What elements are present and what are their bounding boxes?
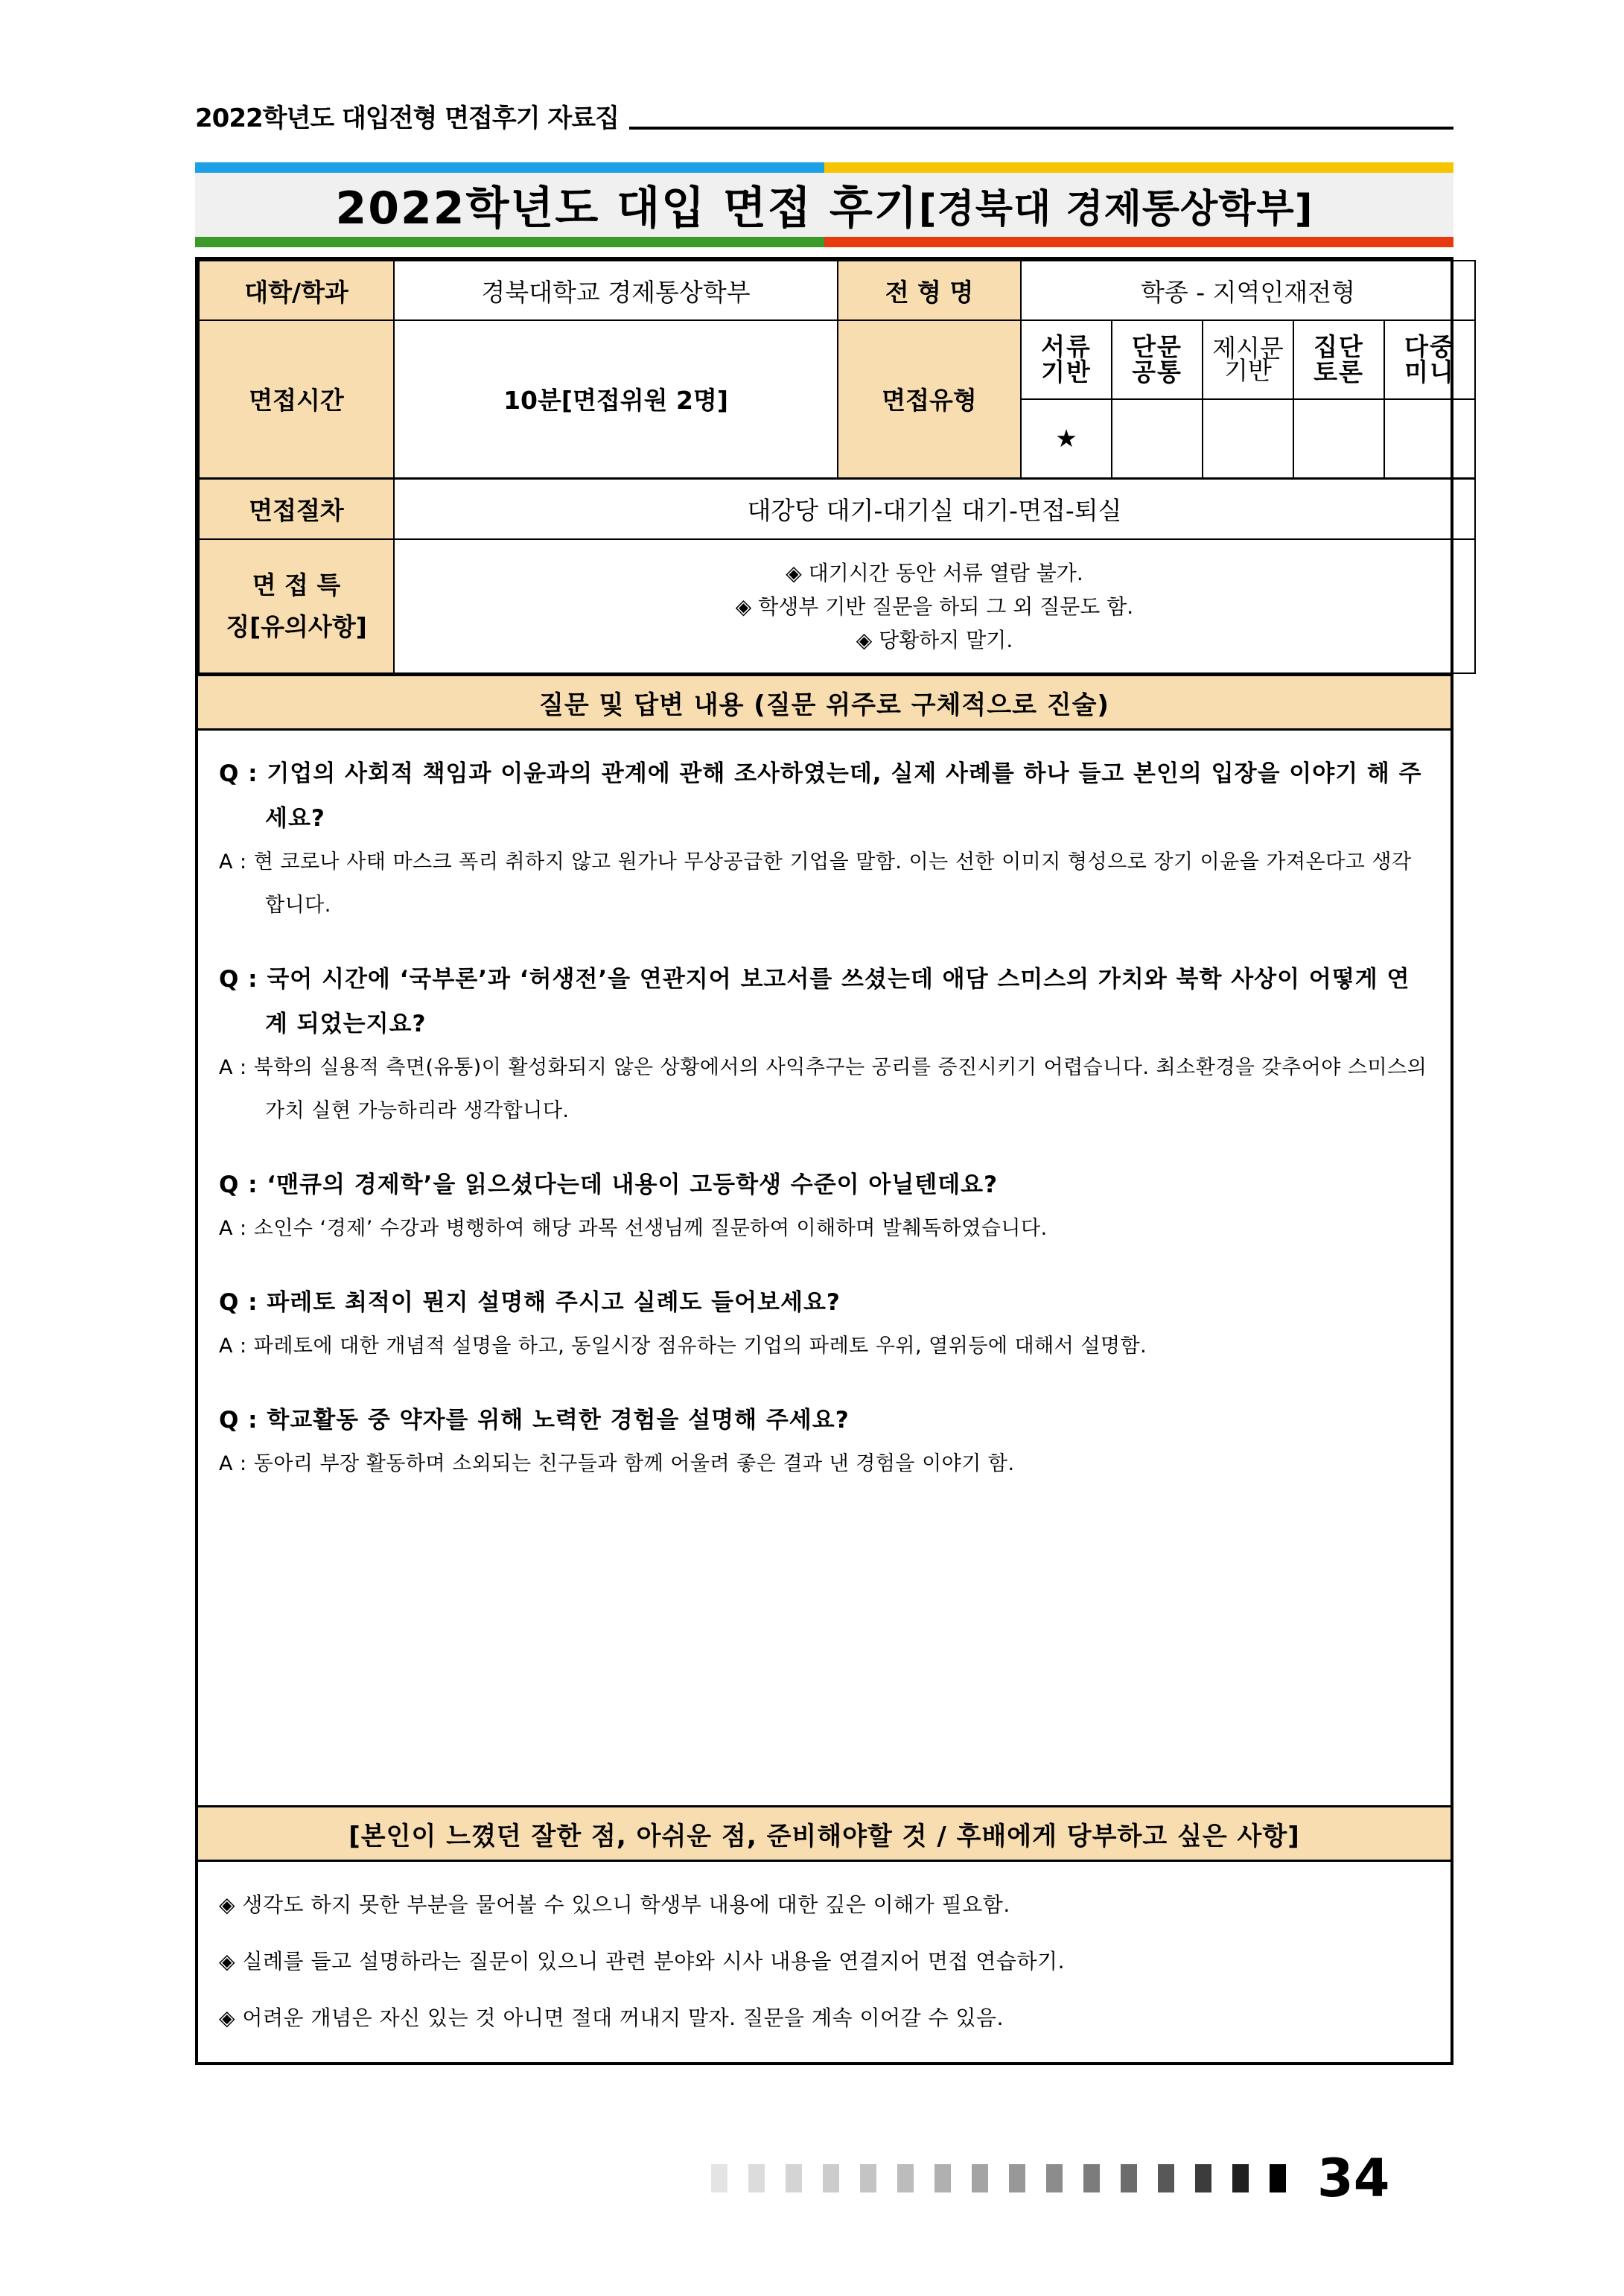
answer-2: A : 북학의 실용적 측면(유통)이 활성화되지 않은 상황에서의 사익추구는 공리를 증진시키기 어렵습니다. 최소환경을 갖추어야 스미스의 가치 실현 가능하리라 생각합니다. <box>219 1056 1427 1122</box>
time-label: 면접시간 <box>199 320 394 478</box>
title-band-top-stripe <box>195 162 1453 173</box>
type-short-common: 단문 공통 <box>1112 320 1203 399</box>
title-band <box>195 162 1453 247</box>
question-4: Q : 파레토 최적이 뭔지 설명해 주시고 실례도 들어보세요? <box>219 1289 841 1316</box>
features-list <box>394 539 1475 673</box>
footer-bar-square <box>934 2164 951 2192</box>
title-band-bottom-stripe <box>195 237 1453 247</box>
question-5: Q : 학교활동 중 약자를 위해 노력한 경험을 설명해 주세요? <box>219 1407 850 1434</box>
tip-item: ◈ 실례를 들고 설명하라는 질문이 있으니 관련 분야와 시사 내용을 연결지어 면접 연습하기. <box>219 1949 1065 1974</box>
tips-list <box>198 1862 1451 2047</box>
univ-label: 대학/학과 <box>199 261 394 320</box>
page-subtitle: [경북대 경제통상학부] <box>918 186 1313 232</box>
running-header <box>195 97 1453 134</box>
footer-bar-square <box>786 2164 802 2192</box>
type-document-based: 서류 기반 <box>1021 320 1112 399</box>
qa-list <box>198 731 1451 1805</box>
title-box <box>195 173 1453 237</box>
answer-4: A : 파레토에 대한 개념적 설명을 하고, 동일시장 점유하는 기업의 파레토 우위, 열위등에 대해서 설명함. <box>219 1335 1147 1358</box>
footer-bar-square <box>823 2164 839 2192</box>
features-label: 면 접 특 징[유의사항] <box>199 539 394 673</box>
footer-bar-square <box>711 2164 727 2192</box>
qa-section-title: 질문 및 답변 내용 (질문 위주로 구체적으로 진술) <box>198 674 1451 731</box>
type-mark-multi-mini <box>1384 399 1475 478</box>
feature-item: ◈ 당황하지 말기. <box>856 627 1013 652</box>
tip-item: ◈ 어려운 개념은 자신 있는 것 아니면 절대 꺼내지 말자. 질문을 계속 이어갈 수 있음. <box>219 2006 1004 2030</box>
procedure-label: 면접절차 <box>199 478 394 539</box>
feature-item: ◈ 학생부 기반 질문을 하되 그 외 질문도 함. <box>735 594 1134 619</box>
page-number: 34 <box>1317 2148 1390 2209</box>
footer-bar-square <box>1232 2164 1249 2192</box>
type-multi-mini: 다중 미니 <box>1384 320 1475 399</box>
type-group-discussion: 집단 토론 <box>1293 320 1384 399</box>
type-mark-group-discussion <box>1293 399 1384 478</box>
page-title: 2022학년도 대입 면접 후기 <box>335 182 919 235</box>
tip-item: ◈ 생각도 하지 못한 부분을 물어볼 수 있으니 학생부 내용에 대한 깊은 이해가 필요함. <box>219 1892 1010 1917</box>
footer-bar-square <box>1195 2164 1211 2192</box>
page-footer <box>711 2145 1389 2212</box>
answer-5: A : 동아리 부장 활동하며 소외되는 친구들과 함께 어울려 좋은 결과 낸 경험을 이야기 함. <box>219 1452 1015 1475</box>
answer-1: A : 현 코로나 사태 마스크 폭리 취하지 않고 원가나 무상공급한 기업을 말함. 이는 선한 이미지 형성으로 장기 이윤을 가져온다고 생각합니다. <box>219 850 1412 917</box>
info-table <box>198 260 1476 674</box>
question-2: Q : 국어 시간에 ‘국부론’과 ‘허생전’을 연관지어 보고서를 쓰셨는데 애담 스미스의 가치와 북학 사상이 어떻게 연계 되었는지요? <box>219 966 1410 1037</box>
footer-bar-square <box>1083 2164 1100 2192</box>
type-passage-based: 제시문 기반 <box>1203 320 1293 399</box>
footer-bar-square <box>1158 2164 1174 2192</box>
type-mark-short-common <box>1112 399 1203 478</box>
time-value: 10분[면접위원 2명] <box>394 320 838 478</box>
question-1: Q : 기업의 사회적 책임과 이윤과의 관계에 관해 조사하였는데, 실제 사례를 하나 들고 본인의 입장을 이야기 해 주세요? <box>219 760 1422 832</box>
footer-bar-square <box>1009 2164 1025 2192</box>
feature-item: ◈ 대기시간 동안 서류 열람 불가. <box>786 560 1083 585</box>
procedure-value: 대강당 대기-대기실 대기-면접-퇴실 <box>394 478 1475 539</box>
type-mark-document-based: ★ <box>1021 399 1112 478</box>
footer-bar-square <box>860 2164 876 2192</box>
univ-value: 경북대학교 경제통상학부 <box>394 261 838 320</box>
track-label: 전 형 명 <box>838 261 1021 320</box>
footer-bar-square <box>1121 2164 1137 2192</box>
track-value: 학종 - 지역인재전형 <box>1021 261 1475 320</box>
tips-section-title: [본인이 느꼈던 잘한 점, 아쉬운 점, 준비해야할 것 / 후배에게 당부하고 싶은 사항] <box>198 1805 1451 1862</box>
footer-bar-square <box>972 2164 988 2192</box>
interview-form <box>195 257 1453 2065</box>
footer-bar-square <box>748 2164 765 2192</box>
footer-gradient-bars <box>711 2164 1307 2192</box>
answer-3: A : 소인수 ‘경제’ 수강과 병행하여 해당 과목 선생님께 질문하여 이해하며 발췌독하였습니다. <box>219 1217 1048 1240</box>
footer-bar-square <box>1046 2164 1063 2192</box>
footer-bar-square <box>897 2164 914 2192</box>
running-header-rule <box>629 127 1453 130</box>
type-label: 면접유형 <box>838 320 1021 478</box>
type-mark-passage-based <box>1203 399 1293 478</box>
running-header-title: 2022학년도 대입전형 면접후기 자료집 <box>195 104 619 133</box>
footer-bar-square <box>1270 2164 1286 2192</box>
question-3: Q : ‘맨큐의 경제학’을 읽으셨다는데 내용이 고등학생 수준이 아닐텐데요? <box>219 1171 999 1198</box>
